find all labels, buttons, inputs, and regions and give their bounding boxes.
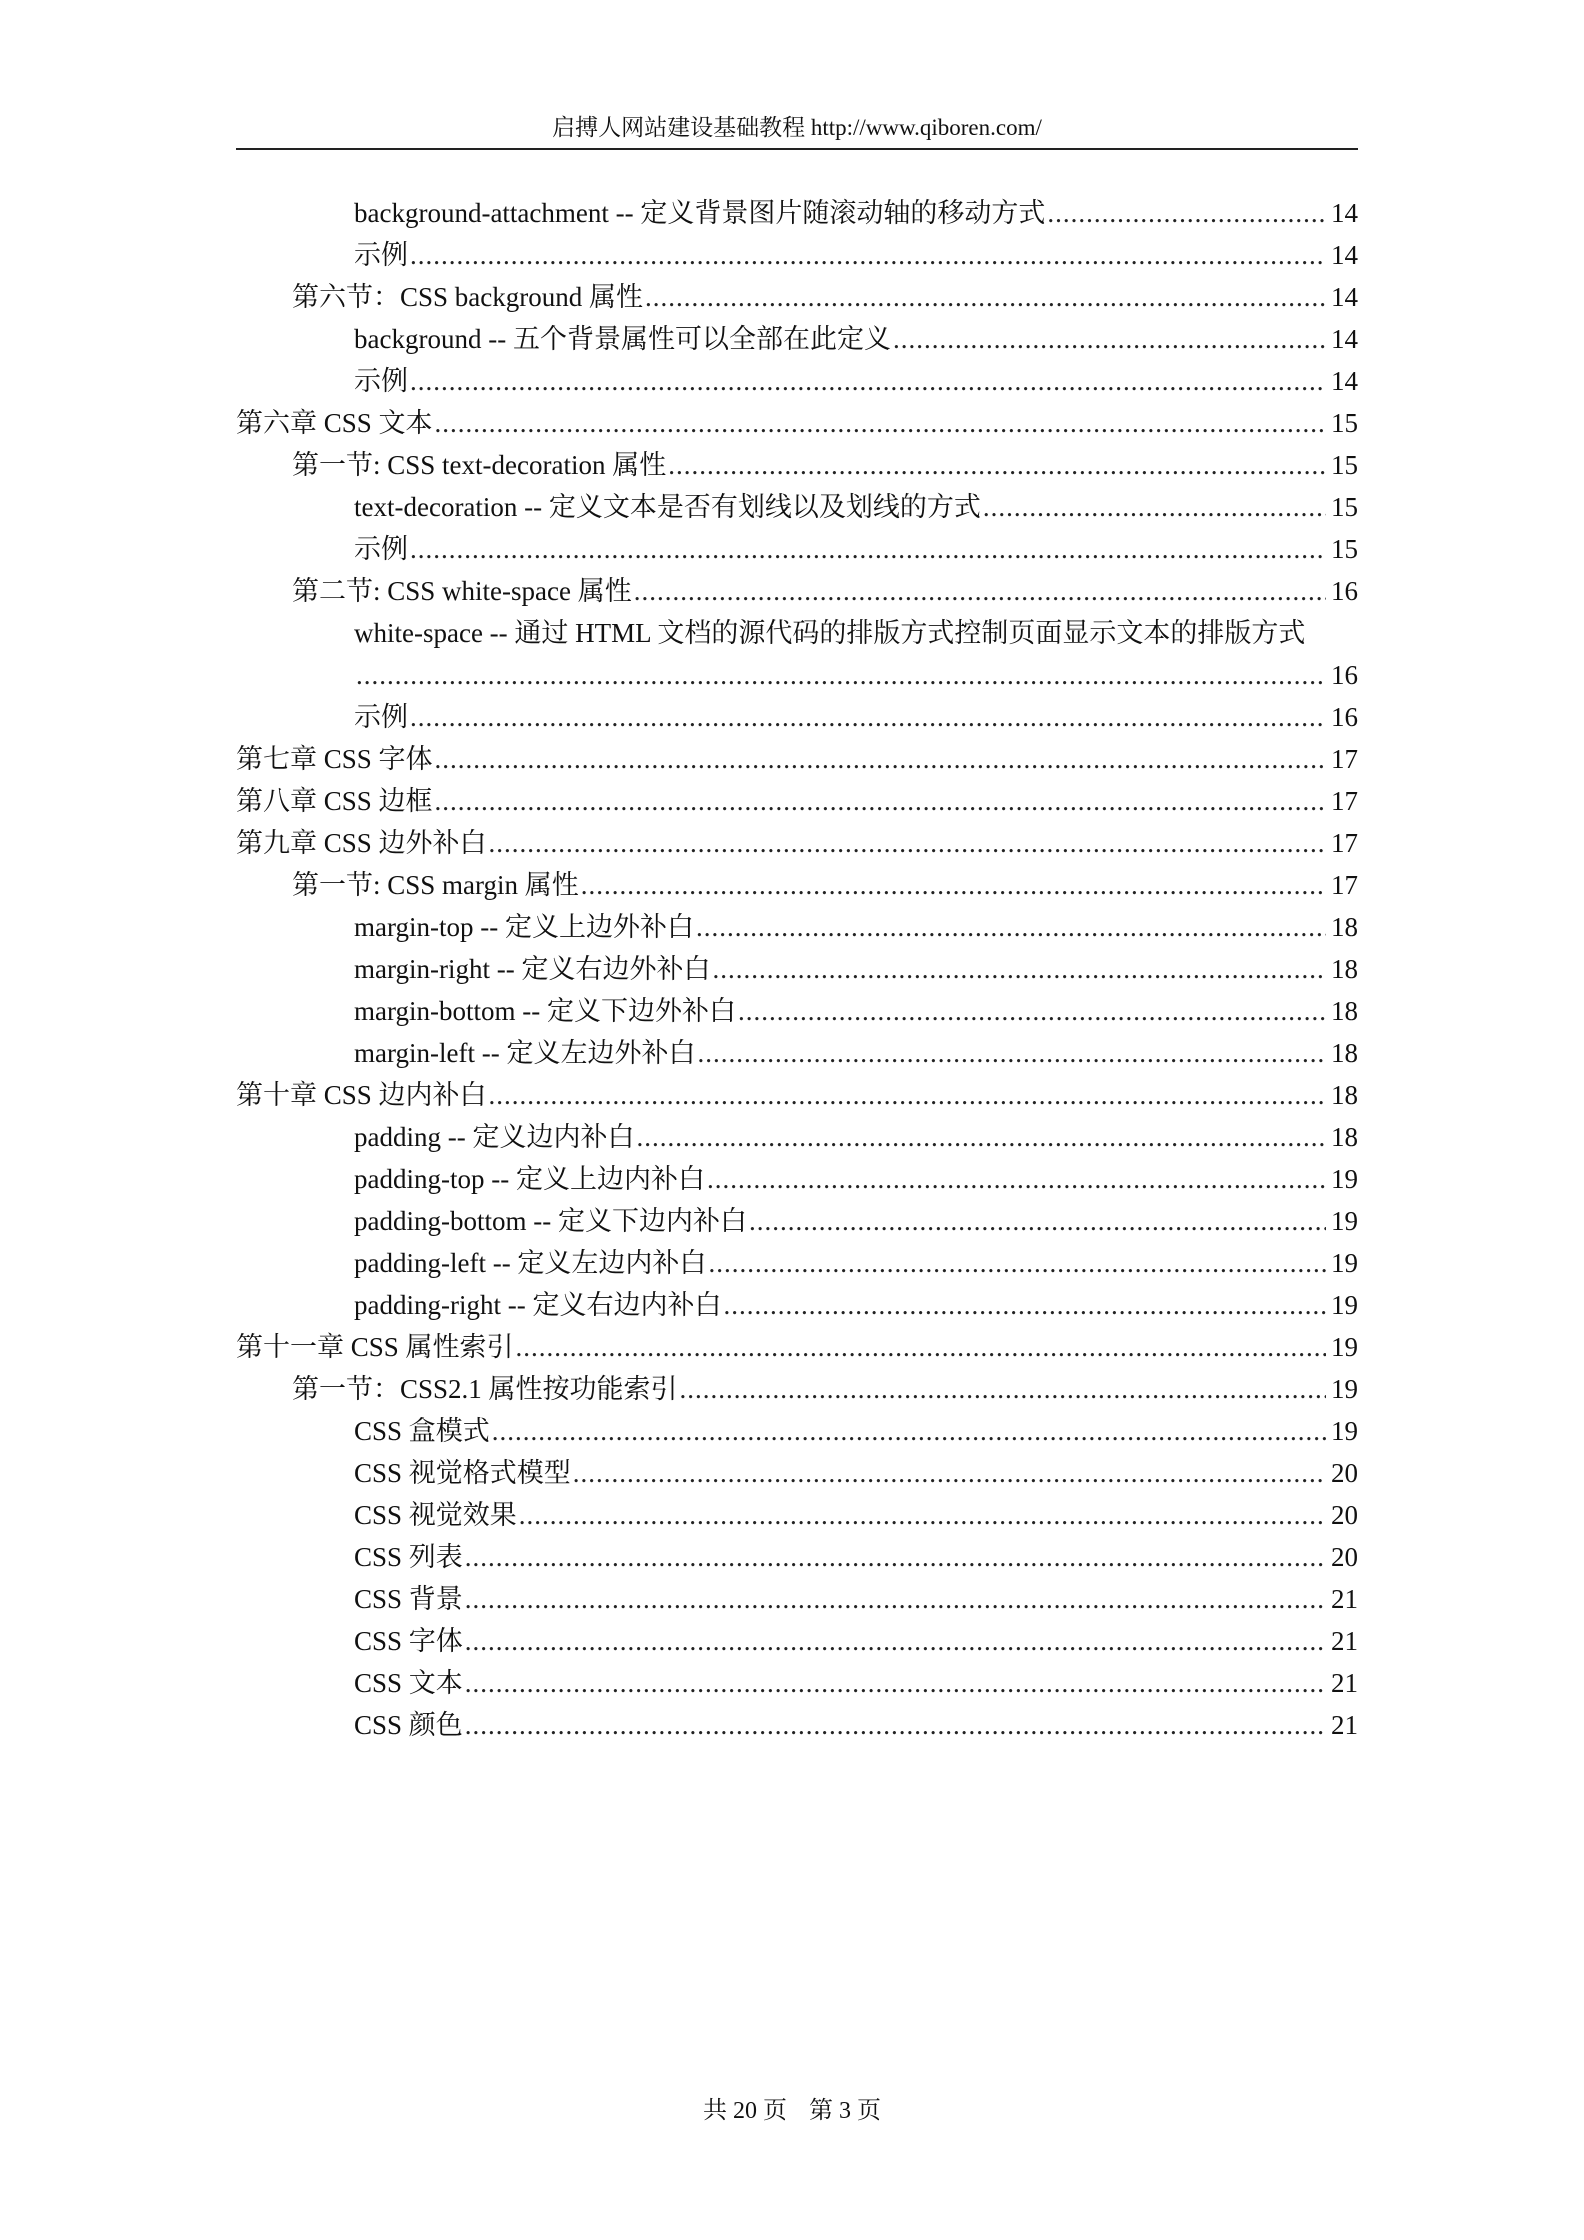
toc-entry-title: CSS 文本 xyxy=(354,1668,463,1698)
toc-entry-title: white-space -- 通过 HTML 文档的源代码的排版方式控制页面显示文本的排版方式 xyxy=(354,618,1306,648)
toc-entry-page: 18 xyxy=(1331,1122,1358,1152)
toc-dot-leader xyxy=(668,444,1326,486)
toc-entry[interactable] xyxy=(236,444,1358,486)
table-of-contents xyxy=(236,192,1358,1746)
toc-dot-leader xyxy=(636,1116,1326,1158)
toc-dot-leader xyxy=(573,1452,1326,1494)
toc-entry-title: background-attachment -- 定义背景图片随滚动轴的移动方式 xyxy=(354,198,1046,228)
toc-entry-title: margin-right -- 定义右边外补白 xyxy=(354,954,711,984)
toc-entry[interactable] xyxy=(236,864,1358,906)
toc-entry[interactable] xyxy=(236,1074,1358,1116)
toc-entry-page: 21 xyxy=(1331,1626,1358,1656)
toc-dot-leader xyxy=(983,486,1326,528)
toc-entry-page: 19 xyxy=(1331,1332,1358,1362)
toc-dot-leader xyxy=(435,780,1326,822)
toc-entry[interactable] xyxy=(236,528,1358,570)
toc-entry-page: 19 xyxy=(1331,1206,1358,1236)
toc-dot-leader xyxy=(465,1620,1326,1662)
toc-entry-page: 14 xyxy=(1331,198,1358,228)
toc-entry[interactable] xyxy=(236,822,1358,864)
toc-entry-page: 21 xyxy=(1331,1668,1358,1698)
toc-entry[interactable] xyxy=(236,360,1358,402)
toc-dot-leader xyxy=(696,906,1326,948)
toc-entry-page: 21 xyxy=(1331,1584,1358,1614)
toc-dot-leader xyxy=(410,234,1326,276)
toc-entry-title: 第九章 CSS 边外补白 xyxy=(236,828,487,858)
toc-entry-page: 16 xyxy=(1331,660,1358,690)
toc-entry-title: 示例 xyxy=(354,534,408,564)
toc-dot-leader xyxy=(465,1704,1326,1746)
toc-dot-leader xyxy=(435,738,1326,780)
total-pages: 共 20 页 xyxy=(703,2098,787,2124)
toc-dot-leader xyxy=(1047,192,1326,234)
toc-entry[interactable] xyxy=(236,402,1358,444)
toc-entry-title: 第八章 CSS 边框 xyxy=(236,786,433,816)
current-page: 第 3 页 xyxy=(809,2098,881,2124)
toc-entry[interactable] xyxy=(236,612,1358,696)
toc-entry[interactable] xyxy=(236,1452,1358,1494)
toc-entry[interactable] xyxy=(236,1200,1358,1242)
toc-entry[interactable] xyxy=(236,1620,1358,1662)
toc-entry-title: 示例 xyxy=(354,702,408,732)
toc-dot-leader xyxy=(516,1326,1326,1368)
toc-entry-page: 18 xyxy=(1331,912,1358,942)
toc-dot-leader xyxy=(712,948,1326,990)
toc-entry[interactable] xyxy=(236,1242,1358,1284)
toc-entry-page: 20 xyxy=(1331,1458,1358,1488)
toc-dot-leader xyxy=(410,360,1326,402)
toc-entry[interactable] xyxy=(236,696,1358,738)
toc-entry[interactable] xyxy=(236,990,1358,1032)
toc-entry-title: margin-left -- 定义左边外补白 xyxy=(354,1038,696,1068)
toc-entry-title: CSS 列表 xyxy=(354,1542,463,1572)
toc-dot-leader xyxy=(634,570,1326,612)
page-footer xyxy=(0,2090,1584,2125)
toc-entry-title: 第二节: CSS white-space 属性 xyxy=(292,576,632,606)
toc-entry-page: 15 xyxy=(1331,408,1358,438)
toc-entry-page: 16 xyxy=(1331,576,1358,606)
toc-dot-leader xyxy=(708,1242,1326,1284)
toc-entry-title: CSS 视觉效果 xyxy=(354,1500,517,1530)
toc-dot-leader xyxy=(893,318,1326,360)
toc-entry-page: 20 xyxy=(1331,1542,1358,1572)
toc-dot-leader xyxy=(465,1578,1326,1620)
toc-entry-page: 19 xyxy=(1331,1374,1358,1404)
toc-entry-page: 19 xyxy=(1331,1164,1358,1194)
toc-entry-title: CSS 颜色 xyxy=(354,1710,463,1740)
toc-entry-page: 17 xyxy=(1331,786,1358,816)
toc-entry[interactable] xyxy=(236,906,1358,948)
toc-entry[interactable] xyxy=(236,738,1358,780)
toc-dot-leader xyxy=(680,1368,1326,1410)
toc-entry[interactable] xyxy=(236,486,1358,528)
toc-entry-title: 第六节：CSS background 属性 xyxy=(292,282,643,312)
running-header: 启搏人网站建设基础教程 http://www.qiboren.com/ xyxy=(236,108,1358,150)
toc-dot-leader xyxy=(581,864,1326,906)
toc-dot-leader xyxy=(465,1536,1326,1578)
toc-entry-page: 19 xyxy=(1331,1416,1358,1446)
toc-entry-page: 19 xyxy=(1331,1290,1358,1320)
toc-entry-page: 20 xyxy=(1331,1500,1358,1530)
toc-entry-page: 14 xyxy=(1331,324,1358,354)
toc-entry-page: 15 xyxy=(1331,534,1358,564)
toc-entry-page: 17 xyxy=(1331,828,1358,858)
toc-entry-page: 19 xyxy=(1331,1248,1358,1278)
toc-entry-page: 17 xyxy=(1331,744,1358,774)
toc-dot-leader xyxy=(489,1074,1326,1116)
toc-dot-leader xyxy=(749,1200,1326,1242)
toc-entry-page: 14 xyxy=(1331,240,1358,270)
toc-entry[interactable] xyxy=(236,1032,1358,1074)
toc-entry-title: padding-bottom -- 定义下边内补白 xyxy=(354,1206,747,1236)
toc-entry[interactable] xyxy=(236,1662,1358,1704)
toc-entry[interactable] xyxy=(236,948,1358,990)
toc-entry-title: 示例 xyxy=(354,366,408,396)
toc-dot-leader xyxy=(723,1284,1326,1326)
toc-dot-leader xyxy=(410,528,1326,570)
toc-entry-page: 18 xyxy=(1331,1080,1358,1110)
toc-dot-leader xyxy=(645,276,1326,318)
toc-entry[interactable] xyxy=(236,1704,1358,1746)
toc-entry-title: 第十一章 CSS 属性索引 xyxy=(236,1332,514,1362)
toc-entry[interactable] xyxy=(236,192,1358,234)
toc-entry-page: 14 xyxy=(1331,282,1358,312)
toc-entry-title: CSS 字体 xyxy=(354,1626,463,1656)
toc-entry-title: 第一节: CSS margin 属性 xyxy=(292,870,579,900)
toc-entry-page: 15 xyxy=(1331,450,1358,480)
toc-entry[interactable] xyxy=(236,318,1358,360)
toc-entry-page: 18 xyxy=(1331,1038,1358,1068)
toc-dot-leader xyxy=(489,822,1326,864)
toc-dot-leader xyxy=(707,1158,1326,1200)
toc-entry-page: 14 xyxy=(1331,366,1358,396)
toc-entry[interactable] xyxy=(236,780,1358,822)
toc-entry-title: padding-top -- 定义上边内补白 xyxy=(354,1164,705,1194)
toc-entry[interactable] xyxy=(236,1158,1358,1200)
toc-entry[interactable] xyxy=(236,1284,1358,1326)
toc-entry-title: 第十章 CSS 边内补白 xyxy=(236,1080,487,1110)
toc-entry[interactable] xyxy=(236,1536,1358,1578)
toc-dot-leader xyxy=(410,696,1326,738)
toc-entry-page: 18 xyxy=(1331,996,1358,1026)
toc-dot-leader xyxy=(697,1032,1326,1074)
toc-entry-title: margin-top -- 定义上边外补白 xyxy=(354,912,694,942)
toc-entry-title: padding -- 定义边内补白 xyxy=(354,1122,635,1152)
toc-entry-title: CSS 盒模式 xyxy=(354,1416,490,1446)
toc-entry-page: 17 xyxy=(1331,870,1358,900)
toc-dot-leader xyxy=(356,654,1326,696)
toc-entry-title: padding-right -- 定义右边内补白 xyxy=(354,1290,722,1320)
toc-entry-title: CSS 视觉格式模型 xyxy=(354,1458,571,1488)
toc-entry-title: CSS 背景 xyxy=(354,1584,463,1614)
toc-entry-title: 第六章 CSS 文本 xyxy=(236,408,433,438)
toc-entry-page: 16 xyxy=(1331,702,1358,732)
toc-entry-title: padding-left -- 定义左边内补白 xyxy=(354,1248,707,1278)
toc-entry-title: 示例 xyxy=(354,240,408,270)
toc-entry[interactable] xyxy=(236,1368,1358,1410)
toc-entry-title: 第一节：CSS2.1 属性按功能索引 xyxy=(292,1374,678,1404)
toc-entry-title: margin-bottom -- 定义下边外补白 xyxy=(354,996,736,1026)
toc-entry-page: 15 xyxy=(1331,492,1358,522)
toc-entry-title: 第七章 CSS 字体 xyxy=(236,744,433,774)
toc-dot-leader xyxy=(465,1662,1326,1704)
toc-entry-title: text-decoration -- 定义文本是否有划线以及划线的方式 xyxy=(354,492,981,522)
toc-dot-leader xyxy=(435,402,1326,444)
toc-entry[interactable] xyxy=(236,1410,1358,1452)
toc-entry-page: 18 xyxy=(1331,954,1358,984)
toc-entry[interactable] xyxy=(236,234,1358,276)
toc-entry[interactable] xyxy=(236,1578,1358,1620)
toc-entry[interactable] xyxy=(236,570,1358,612)
toc-entry[interactable] xyxy=(236,1494,1358,1536)
toc-dot-leader xyxy=(519,1494,1326,1536)
toc-entry-title: background -- 五个背景属性可以全部在此定义 xyxy=(354,324,891,354)
toc-dot-leader xyxy=(492,1410,1326,1452)
toc-entry-title: 第一节: CSS text-decoration 属性 xyxy=(292,450,667,480)
toc-entry-page: 21 xyxy=(1331,1710,1358,1740)
toc-entry[interactable] xyxy=(236,1326,1358,1368)
toc-dot-leader xyxy=(738,990,1326,1032)
toc-entry[interactable] xyxy=(236,1116,1358,1158)
toc-entry[interactable] xyxy=(236,276,1358,318)
